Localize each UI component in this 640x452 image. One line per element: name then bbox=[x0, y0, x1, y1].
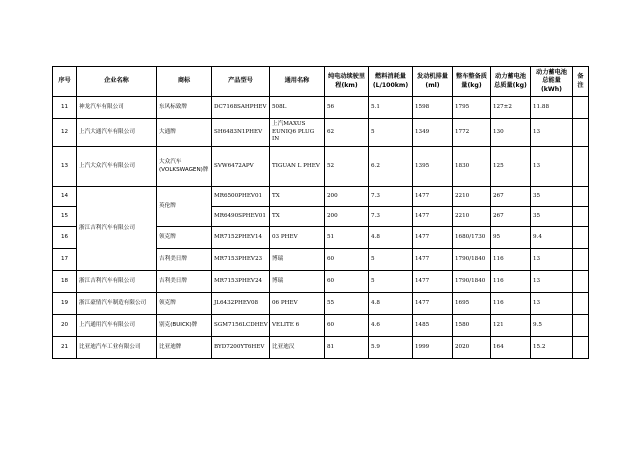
cell-common: TX bbox=[270, 187, 325, 207]
cell-range: 60 bbox=[325, 315, 369, 337]
cell-common: 比亚迪汉 bbox=[270, 337, 325, 359]
cell-mass: 2020 bbox=[453, 337, 491, 359]
cell-energy: 13 bbox=[531, 271, 573, 293]
cell-brand: 大众汽车(VOLKSWAGEN)牌 bbox=[157, 147, 212, 187]
cell-battery-mass: 130 bbox=[491, 119, 531, 147]
cell-engine: 1477 bbox=[413, 271, 453, 293]
cell-mass: 1772 bbox=[453, 119, 491, 147]
cell-fuel: 4.8 bbox=[369, 293, 413, 315]
header-row bbox=[53, 67, 589, 97]
cell-model: JL6432PHEV08 bbox=[212, 293, 270, 315]
cell-engine: 1349 bbox=[413, 119, 453, 147]
cell-common: 06 PHEV bbox=[270, 293, 325, 315]
cell-note bbox=[573, 337, 589, 359]
cell-brand: 比亚迪牌 bbox=[157, 337, 212, 359]
cell-range: 62 bbox=[325, 119, 369, 147]
cell-mass: 1830 bbox=[453, 147, 491, 187]
header-mass: 整车整备质量(kg) bbox=[453, 67, 491, 97]
cell-brand: 别克(BUICK)牌 bbox=[157, 315, 212, 337]
cell-company-merged: 浙江吉利汽车有限公司 bbox=[77, 187, 157, 271]
table-row bbox=[53, 315, 589, 337]
cell-energy: 11.88 bbox=[531, 97, 573, 119]
cell-no: 19 bbox=[53, 293, 77, 315]
table-row bbox=[53, 147, 589, 187]
cell-battery-mass: 267 bbox=[491, 187, 531, 207]
header-fuel: 燃料消耗量(L/100km) bbox=[369, 67, 413, 97]
cell-no: 12 bbox=[53, 119, 77, 147]
cell-energy: 35 bbox=[531, 207, 573, 227]
cell-note bbox=[573, 227, 589, 249]
header-model: 产品型号 bbox=[212, 67, 270, 97]
header-engine: 发动机排量(ml) bbox=[413, 67, 453, 97]
cell-no: 11 bbox=[53, 97, 77, 119]
header-brand: 商标 bbox=[157, 67, 212, 97]
cell-fuel: 5 bbox=[369, 119, 413, 147]
cell-range: 55 bbox=[325, 293, 369, 315]
cell-fuel: 7.3 bbox=[369, 187, 413, 207]
cell-energy: 13 bbox=[531, 147, 573, 187]
cell-energy: 15.2 bbox=[531, 337, 573, 359]
cell-engine: 1485 bbox=[413, 315, 453, 337]
cell-range: 52 bbox=[325, 147, 369, 187]
cell-company: 上汽大众汽车有限公司 bbox=[77, 147, 157, 187]
cell-no: 14 bbox=[53, 187, 77, 207]
cell-model: DC7168SAHPHEV bbox=[212, 97, 270, 119]
cell-company: 神龙汽车有限公司 bbox=[77, 97, 157, 119]
header-battery-energy: 动力蓄电池总能量(kWh) bbox=[531, 67, 573, 97]
cell-battery-mass: 116 bbox=[491, 249, 531, 271]
cell-note bbox=[573, 207, 589, 227]
cell-common: TX bbox=[270, 207, 325, 227]
vehicle-catalog-table bbox=[52, 66, 589, 359]
cell-fuel: 5.1 bbox=[369, 97, 413, 119]
cell-brand: 吉利美日牌 bbox=[157, 249, 212, 271]
cell-model: MR6500PHEV01 bbox=[212, 187, 270, 207]
cell-note bbox=[573, 119, 589, 147]
cell-engine: 1477 bbox=[413, 207, 453, 227]
cell-battery-mass: 164 bbox=[491, 337, 531, 359]
header-note: 备注 bbox=[573, 67, 589, 97]
cell-company: 比亚迪汽车工业有限公司 bbox=[77, 337, 157, 359]
cell-range: 56 bbox=[325, 97, 369, 119]
cell-note bbox=[573, 97, 589, 119]
cell-model: SGM7156LCDHEV bbox=[212, 315, 270, 337]
cell-energy: 13 bbox=[531, 249, 573, 271]
cell-fuel: 4.6 bbox=[369, 315, 413, 337]
cell-mass: 2210 bbox=[453, 207, 491, 227]
header-company: 企业名称 bbox=[77, 67, 157, 97]
cell-common: 博瑞 bbox=[270, 249, 325, 271]
cell-battery-mass: 267 bbox=[491, 207, 531, 227]
cell-mass: 1795 bbox=[453, 97, 491, 119]
cell-energy: 35 bbox=[531, 187, 573, 207]
table-row bbox=[53, 97, 589, 119]
cell-no: 16 bbox=[53, 227, 77, 249]
cell-brand: 领克牌 bbox=[157, 293, 212, 315]
cell-no: 15 bbox=[53, 207, 77, 227]
cell-battery-mass: 127±2 bbox=[491, 97, 531, 119]
cell-energy: 9.4 bbox=[531, 227, 573, 249]
table-row bbox=[53, 337, 589, 359]
header-battery-mass: 动力蓄电池总质量(kg) bbox=[491, 67, 531, 97]
cell-mass: 2210 bbox=[453, 187, 491, 207]
cell-fuel: 5.9 bbox=[369, 337, 413, 359]
cell-company: 上汽通用汽车有限公司 bbox=[77, 315, 157, 337]
cell-battery-mass: 121 bbox=[491, 315, 531, 337]
cell-model: MR7153PHEV24 bbox=[212, 271, 270, 293]
cell-engine: 1477 bbox=[413, 293, 453, 315]
cell-battery-mass: 125 bbox=[491, 147, 531, 187]
cell-range: 81 bbox=[325, 337, 369, 359]
cell-engine: 1395 bbox=[413, 147, 453, 187]
cell-common: 508L bbox=[270, 97, 325, 119]
cell-model: BYD7200YT6HEV bbox=[212, 337, 270, 359]
cell-range: 51 bbox=[325, 227, 369, 249]
cell-fuel: 7.3 bbox=[369, 207, 413, 227]
cell-model: MR7152PHEV14 bbox=[212, 227, 270, 249]
cell-mass: 1680/1730 bbox=[453, 227, 491, 249]
cell-model: MR6490SPHEV01 bbox=[212, 207, 270, 227]
cell-no: 17 bbox=[53, 249, 77, 271]
cell-common: 上汽MAXUS EUNIQ6 PLUG IN bbox=[270, 119, 325, 147]
cell-engine: 1477 bbox=[413, 227, 453, 249]
cell-brand: 大通牌 bbox=[157, 119, 212, 147]
cell-note bbox=[573, 249, 589, 271]
cell-mass: 1790/1840 bbox=[453, 249, 491, 271]
cell-battery-mass: 116 bbox=[491, 271, 531, 293]
cell-energy: 13 bbox=[531, 119, 573, 147]
cell-range: 200 bbox=[325, 187, 369, 207]
cell-mass: 1790/1840 bbox=[453, 271, 491, 293]
cell-no: 13 bbox=[53, 147, 77, 187]
cell-note bbox=[573, 147, 589, 187]
cell-model: SVW6472APV bbox=[212, 147, 270, 187]
header-no: 序号 bbox=[53, 67, 77, 97]
cell-company: 浙江豪情汽车制造有限公司 bbox=[77, 293, 157, 315]
header-common-name: 通用名称 bbox=[270, 67, 325, 97]
cell-common: TIGUAN L PHEV bbox=[270, 147, 325, 187]
header-range: 纯电动续驶里程(km) bbox=[325, 67, 369, 97]
cell-engine: 1477 bbox=[413, 249, 453, 271]
cell-company: 浙江吉利汽车有限公司 bbox=[77, 271, 157, 293]
cell-range: 60 bbox=[325, 271, 369, 293]
cell-note bbox=[573, 293, 589, 315]
cell-no: 18 bbox=[53, 271, 77, 293]
cell-mass: 1695 bbox=[453, 293, 491, 315]
cell-fuel: 6.2 bbox=[369, 147, 413, 187]
cell-brand: 东风标致牌 bbox=[157, 97, 212, 119]
cell-energy: 9.5 bbox=[531, 315, 573, 337]
cell-model: MR7153PHEV23 bbox=[212, 249, 270, 271]
cell-engine: 1477 bbox=[413, 187, 453, 207]
cell-brand-merged: 英伦牌 bbox=[157, 187, 212, 227]
table-row bbox=[53, 293, 589, 315]
cell-mass: 1580 bbox=[453, 315, 491, 337]
cell-note bbox=[573, 271, 589, 293]
cell-range: 60 bbox=[325, 249, 369, 271]
cell-no: 20 bbox=[53, 315, 77, 337]
table-row bbox=[53, 187, 589, 207]
cell-battery-mass: 95 bbox=[491, 227, 531, 249]
cell-engine: 1598 bbox=[413, 97, 453, 119]
cell-range: 200 bbox=[325, 207, 369, 227]
cell-brand: 吉利美日牌 bbox=[157, 271, 212, 293]
cell-common: 03 PHEV bbox=[270, 227, 325, 249]
cell-no: 21 bbox=[53, 337, 77, 359]
cell-brand: 领克牌 bbox=[157, 227, 212, 249]
cell-engine: 1999 bbox=[413, 337, 453, 359]
cell-note bbox=[573, 315, 589, 337]
table-row bbox=[53, 119, 589, 147]
cell-fuel: 4.8 bbox=[369, 227, 413, 249]
cell-note bbox=[573, 187, 589, 207]
cell-battery-mass: 116 bbox=[491, 293, 531, 315]
cell-fuel: 5 bbox=[369, 271, 413, 293]
cell-model: SH6483N1PHEV bbox=[212, 119, 270, 147]
cell-common: VELITE 6 bbox=[270, 315, 325, 337]
cell-fuel: 5 bbox=[369, 249, 413, 271]
cell-company: 上汽大通汽车有限公司 bbox=[77, 119, 157, 147]
table-row bbox=[53, 271, 589, 293]
cell-energy: 13 bbox=[531, 293, 573, 315]
cell-common: 博瑞 bbox=[270, 271, 325, 293]
